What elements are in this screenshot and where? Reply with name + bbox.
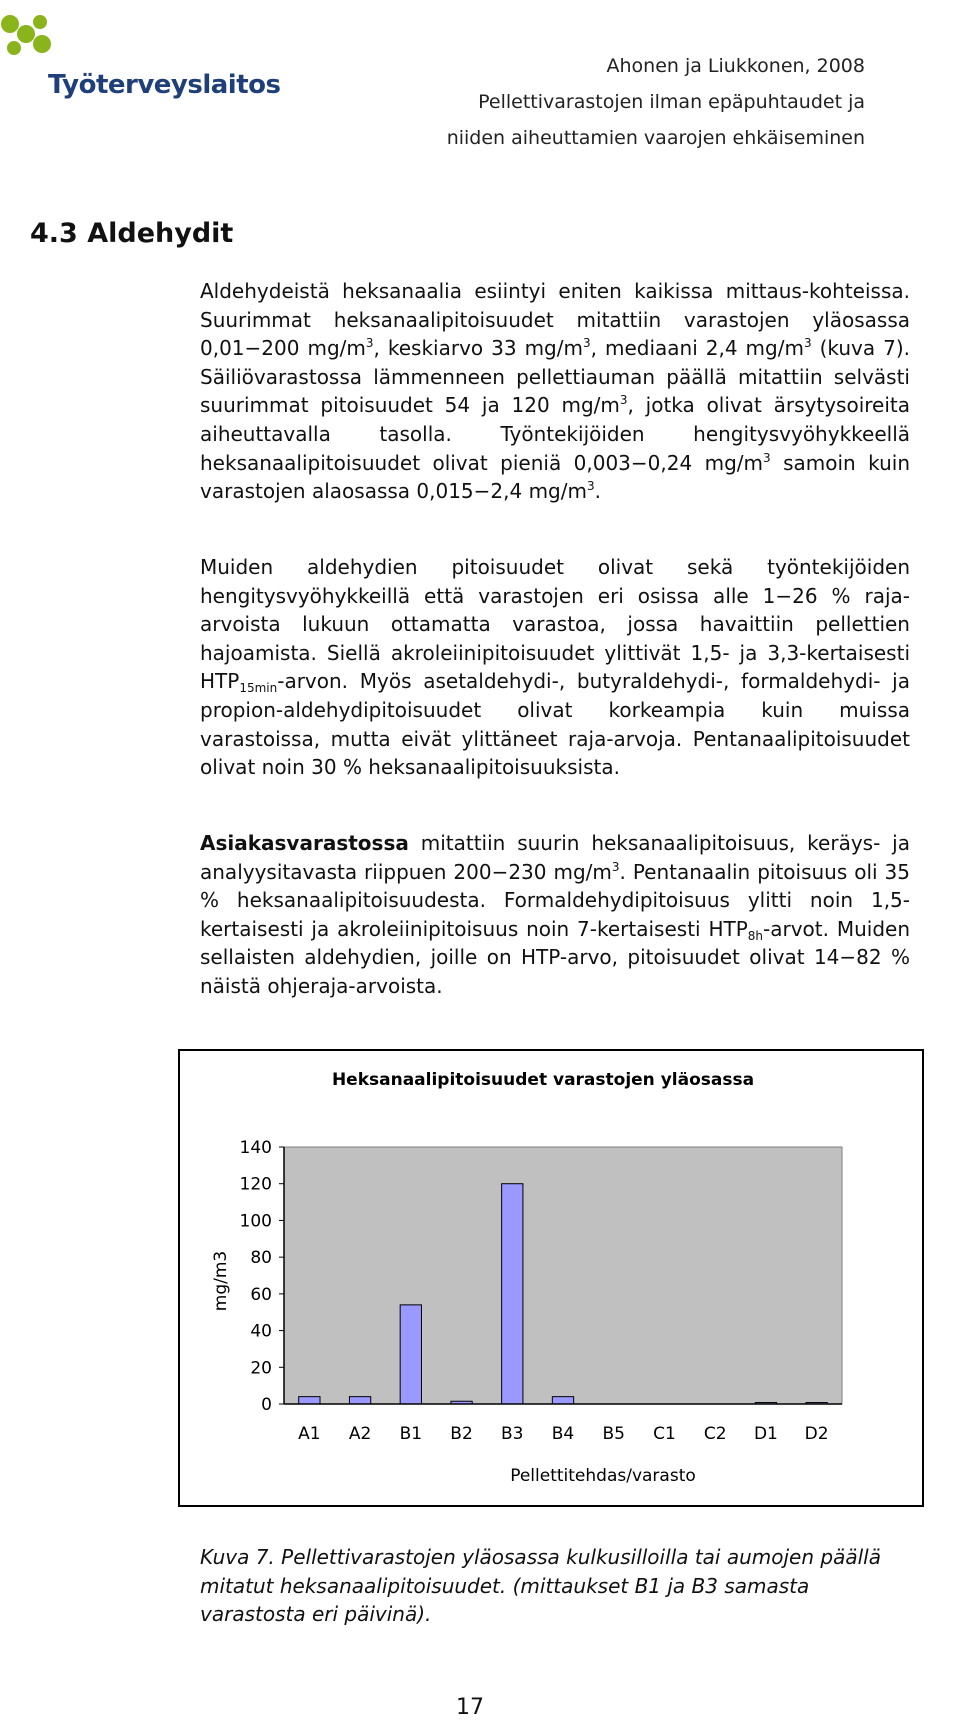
- y-axis-label: mg/m3: [211, 1250, 231, 1312]
- bar-a2: [349, 1397, 370, 1404]
- superscript: 3: [365, 336, 374, 351]
- paragraph-1-text: , mediaani 2,4 mg/m: [590, 336, 804, 361]
- header-title-line2: niiden aiheuttamien vaarojen ehkäiseminen: [446, 127, 865, 149]
- x-tick-label: A2: [348, 1424, 372, 1444]
- paragraph-1: [200, 277, 910, 506]
- y-tick-label: 140: [239, 1138, 272, 1158]
- superscript: 3: [619, 393, 628, 408]
- header-title-line1: Pellettivarastojen ilman epäpuhtaudet ja: [478, 91, 865, 113]
- header-authors: Ahonen ja Liukkonen, 2008: [606, 55, 865, 77]
- y-tick-label: 0: [261, 1395, 272, 1415]
- x-tick-label: B5: [602, 1424, 625, 1444]
- superscript: 3: [586, 479, 595, 494]
- y-tick-label: 60: [250, 1284, 272, 1305]
- superscript: 3: [803, 336, 812, 351]
- bar-a1: [299, 1397, 320, 1404]
- x-tick-label: D2: [804, 1424, 829, 1444]
- subscript: 8h: [747, 928, 764, 943]
- paragraph-2-text: -arvon. Myös asetaldehydi-, butyraldehydi-, formaldehydi- ja propion-aldehydipitoisuudet olivat korkeampia kuin muissa varastoissa, mutta eivät ylittäneet raja-arvoja. Pentanaalipitoisuudet olivat noin 30 % heksanaalipitoisuuksista.: [200, 669, 910, 780]
- x-tick-label: B3: [501, 1424, 524, 1444]
- paragraph-1-text: , keskiarvo 33 mg/m: [373, 336, 583, 361]
- plot-area: [284, 1147, 842, 1404]
- logo-wordmark: Työterveyslaitos: [48, 70, 281, 100]
- paragraph-2: [200, 553, 910, 782]
- paragraph-3-text: mitattiin suurin heksanaalipitoisuus, keräys- ja analyysitavasta riippuen 200−230 mg/m: [200, 831, 910, 884]
- paragraph-1-text: Aldehydeistä heksanaalia esiintyi eniten kaikissa mittaus-kohteissa. Suurimmat heksanaalipitoisuudet mitattiin varastojen yläosassa 0,01−200 mg/m: [200, 279, 910, 361]
- section-title: 4.3 Aldehydit: [30, 218, 234, 249]
- paragraph-2-text: Muiden aldehydien pitoisuudet olivat sekä työntekijöiden hengitysvyöhykkeillä että varastojen eri osissa alle 1−26 % raja-arvoista lukuun ottamatta varastoa, jossa havaittiin pellettien hajoamista. Siellä akroleiinipitoisuudet ylittivät 1,5- ja 3,3-kertaisesti HTP: [200, 555, 910, 694]
- figure-caption: Kuva 7. Pellettivarastojen yläosassa kulkusilloilla tai aumojen päällä mitatut heksanaalipitoisuudet. (mittaukset B1 ja B3 samasta varastosta eri päivinä).: [200, 1545, 881, 1626]
- x-tick-label: A1: [298, 1424, 321, 1444]
- y-tick-label: 80: [250, 1248, 272, 1269]
- paragraph-3-lead: Asiakasvarastossa: [200, 831, 409, 855]
- paragraph-1-text: , jotka olivat ärsytysoireita aiheuttavalla tasolla. Työntekijöiden hengitysvyöhykkeellä heksanaalipitoisuudet olivat pieniä 0,003−0,24 mg/m: [200, 393, 910, 475]
- bar-b3: [502, 1184, 523, 1404]
- superscript: 3: [582, 336, 591, 351]
- chart-frame: [178, 1049, 924, 1507]
- x-tick-label: D1: [753, 1424, 778, 1444]
- paragraph-1-text: .: [594, 479, 601, 504]
- x-axis-label: Pellettitehdas/varasto: [510, 1466, 696, 1486]
- chart-title: Heksanaalipitoisuudet varastojen yläosassa: [331, 1070, 755, 1090]
- bar-b4: [552, 1397, 573, 1404]
- x-tick-label: B4: [551, 1424, 575, 1444]
- y-tick-label: 100: [239, 1211, 272, 1232]
- tyoterveyslaitos-logo: [0, 10, 281, 100]
- paragraph-3-text: -arvot. Muiden sellaisten aldehydien, joille on HTP-arvo, pitoisuudet olivat 14−82 % näistä ohjeraja-arvoista.: [200, 916, 910, 998]
- x-tick-label: C1: [653, 1424, 676, 1444]
- y-tick-label: 20: [250, 1358, 272, 1379]
- superscript: 3: [763, 450, 771, 465]
- x-tick-label: C2: [703, 1424, 727, 1444]
- logo-mark-icon: [0, 10, 60, 70]
- y-tick-label: 40: [250, 1321, 272, 1342]
- subscript: 15min: [239, 681, 278, 696]
- paragraph-3-text: . Pentanaalin pitoisuus oli 35 % heksanaalipitoisuudesta. Formaldehydipitoisuus ylitti noin 1,5-kertaisesti ja akroleiinipitoisuus noin 7-kertaisesti HTP: [200, 859, 910, 941]
- x-tick-label: B1: [399, 1424, 423, 1444]
- paragraph-1-text: (kuva 7). Säiliövarastossa lämmenneen pellettiauman päällä mitattiin selvästi suurimmat pitoisuudet 54 ja 120 mg/m: [200, 336, 911, 418]
- page-number: 17: [456, 1695, 484, 1720]
- superscript: 3: [611, 859, 620, 874]
- bar-chart: [180, 1051, 922, 1505]
- x-tick-label: B2: [450, 1424, 473, 1444]
- y-tick-label: 120: [239, 1174, 272, 1195]
- paragraph-1-text: samoin kuin varastojen alaosassa 0,015−2,4 mg/m: [200, 450, 911, 504]
- bar-b1: [400, 1305, 421, 1404]
- paragraph-3: [200, 829, 910, 1001]
